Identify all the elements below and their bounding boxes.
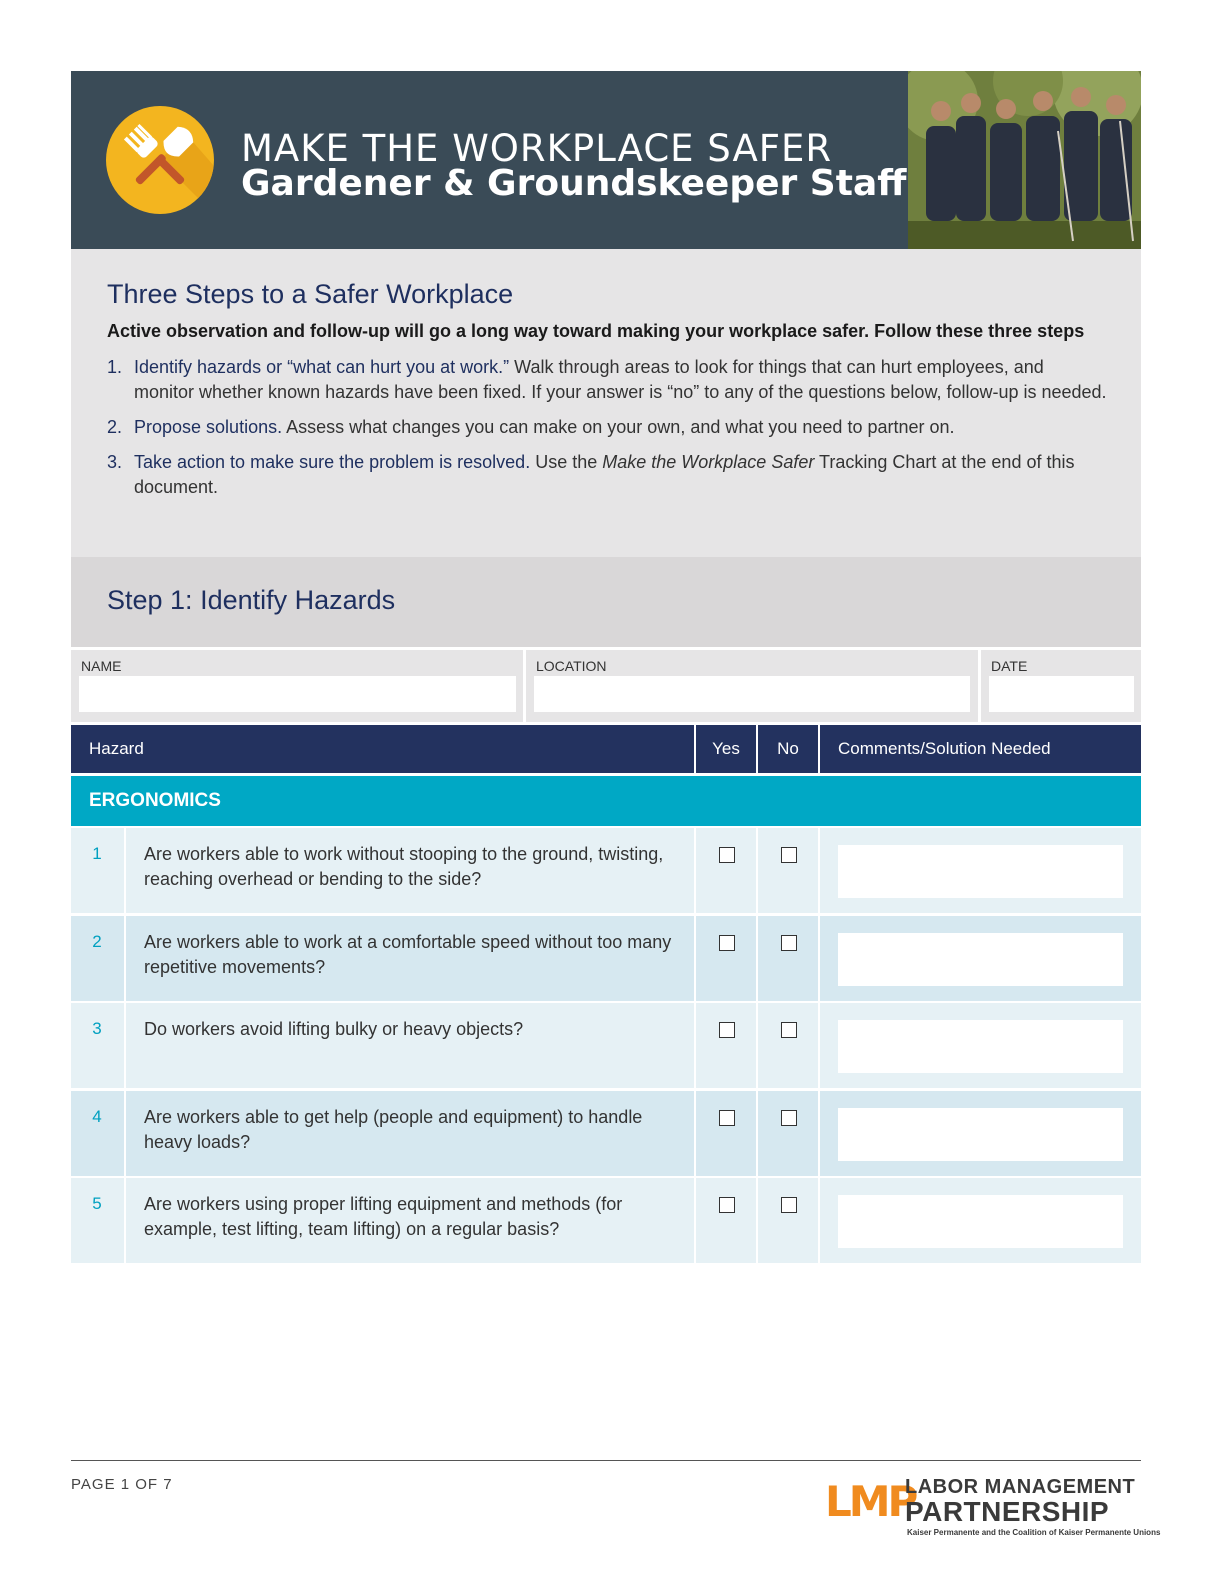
- name-field[interactable]: [79, 676, 516, 712]
- name-cell: [71, 650, 523, 722]
- yes-column-header: Yes: [694, 725, 756, 773]
- row-number: 3: [92, 1019, 102, 1038]
- location-field[interactable]: [534, 676, 970, 712]
- comment-field[interactable]: [838, 1108, 1123, 1161]
- comment-cell: [818, 916, 1143, 1001]
- logo-mark: LMP: [825, 1477, 916, 1526]
- lmp-logo: [825, 1476, 1161, 1540]
- comment-cell: [818, 1003, 1143, 1088]
- row-number: 5: [92, 1194, 102, 1213]
- location-label: LOCATION: [536, 658, 607, 674]
- row-question: Do workers avoid lifting bulky or heavy objects?: [124, 1003, 694, 1088]
- no-checkbox[interactable]: [781, 847, 797, 863]
- yes-cell: [694, 828, 758, 913]
- step-italic: Make the Workplace Safer: [602, 452, 815, 472]
- comment-cell: [818, 828, 1143, 913]
- comments-column-header: Comments/Solution Needed: [818, 725, 1143, 773]
- no-checkbox[interactable]: [781, 1022, 797, 1038]
- table-row: [71, 916, 1141, 1001]
- date-cell: [981, 650, 1141, 722]
- step-text: Assess what changes you can make on your own, and what you need to partner on.: [282, 417, 955, 437]
- footer-divider: [71, 1460, 1141, 1461]
- no-cell: [756, 1091, 820, 1176]
- yes-cell: [694, 1003, 758, 1088]
- list-item: [107, 450, 1107, 500]
- document-title: MAKE THE WORKPLACE SAFER: [241, 127, 833, 170]
- row-number: 4: [92, 1107, 102, 1126]
- comment-field[interactable]: [838, 845, 1123, 898]
- step-highlight: Identify hazards or “what can hurt you at work.”: [134, 357, 510, 377]
- yes-cell: [694, 916, 758, 1001]
- date-label: DATE: [991, 658, 1028, 674]
- yes-checkbox[interactable]: [719, 1197, 735, 1213]
- step-highlight: Propose solutions.: [134, 417, 283, 437]
- no-cell: [756, 828, 820, 913]
- logo-line3: Kaiser Permanente and the Coalition of Kaiser Permanente Unions: [907, 1528, 1161, 1537]
- location-cell: [526, 650, 978, 722]
- list-item: [107, 355, 1107, 405]
- steps-list: [107, 355, 1107, 510]
- row-question: Are workers using proper lifting equipment and methods (for example, test lifting, team lifting) on a regular basis?: [124, 1178, 694, 1263]
- step-number: 1.: [107, 357, 123, 377]
- row-question: Are workers able to work at a comfortable speed without too many repetitive movements?: [124, 916, 694, 1001]
- date-field[interactable]: [989, 676, 1134, 712]
- comment-field[interactable]: [838, 1195, 1123, 1248]
- intro-heading: Three Steps to a Safer Workplace: [107, 279, 514, 309]
- logo-line1: LABOR MANAGEMENT: [905, 1476, 1136, 1498]
- table-row: [71, 828, 1141, 913]
- info-fields: [71, 650, 1141, 722]
- no-cell: [756, 1178, 820, 1263]
- no-checkbox[interactable]: [781, 935, 797, 951]
- logo-line2: PARTNERSHIP: [905, 1496, 1110, 1527]
- no-checkbox[interactable]: [781, 1197, 797, 1213]
- no-cell: [756, 1003, 820, 1088]
- document-subtitle: Gardener & Groundskeeper Staff: [241, 163, 907, 204]
- section-title: ERGONOMICS: [89, 790, 221, 811]
- step1-banner: [71, 557, 1141, 647]
- yes-cell: [694, 1091, 758, 1176]
- step-highlight: Take action to make sure the problem is resolved.: [134, 452, 531, 472]
- comment-field[interactable]: [838, 933, 1123, 986]
- hazard-column-header: Hazard: [89, 739, 144, 758]
- table-row: [71, 1091, 1141, 1176]
- row-question: Are workers able to work without stooping to the ground, twisting, reaching overhead or bending to the side?: [124, 828, 694, 913]
- table-row: [71, 1003, 1141, 1088]
- no-column-header: No: [756, 725, 818, 773]
- garden-tools-icon: [106, 106, 214, 214]
- header-banner: [71, 71, 1141, 249]
- step-number: 3.: [107, 452, 123, 472]
- intro-panel: [71, 249, 1141, 557]
- yes-cell: [694, 1178, 758, 1263]
- table-header: [71, 725, 1141, 773]
- step-number: 2.: [107, 417, 123, 437]
- step1-heading: Step 1: Identify Hazards: [107, 585, 396, 615]
- intro-lead: Active observation and follow-up will go a long way toward making your workplace safer. Follow these three steps: [107, 321, 1085, 341]
- name-label: NAME: [81, 658, 122, 674]
- list-item: [107, 415, 1107, 440]
- yes-checkbox[interactable]: [719, 935, 735, 951]
- row-question: Are workers able to get help (people and equipment) to handle heavy loads?: [124, 1091, 694, 1176]
- no-checkbox[interactable]: [781, 1110, 797, 1126]
- section-ergonomics: [71, 776, 1141, 826]
- row-number: 1: [92, 844, 102, 863]
- step-text: Use the: [530, 452, 603, 472]
- comment-cell: [818, 1178, 1143, 1263]
- yes-checkbox[interactable]: [719, 1022, 735, 1038]
- step-text: Walk through areas to look for things that can hurt employees, and monitor whether known hazards have been fixed. If your answer is “no” to any of the questions below, follow-up is needed.: [134, 357, 1107, 402]
- no-cell: [756, 916, 820, 1001]
- page-number: PAGE 1 OF 7: [71, 1476, 173, 1493]
- row-number: 2: [92, 932, 102, 951]
- step-text: Tracking Chart at the end of this document.: [134, 452, 1075, 497]
- comment-cell: [818, 1091, 1143, 1176]
- table-row: [71, 1178, 1141, 1263]
- yes-checkbox[interactable]: [719, 1110, 735, 1126]
- yes-checkbox[interactable]: [719, 847, 735, 863]
- comment-field[interactable]: [838, 1020, 1123, 1073]
- staff-photo: [908, 71, 1141, 249]
